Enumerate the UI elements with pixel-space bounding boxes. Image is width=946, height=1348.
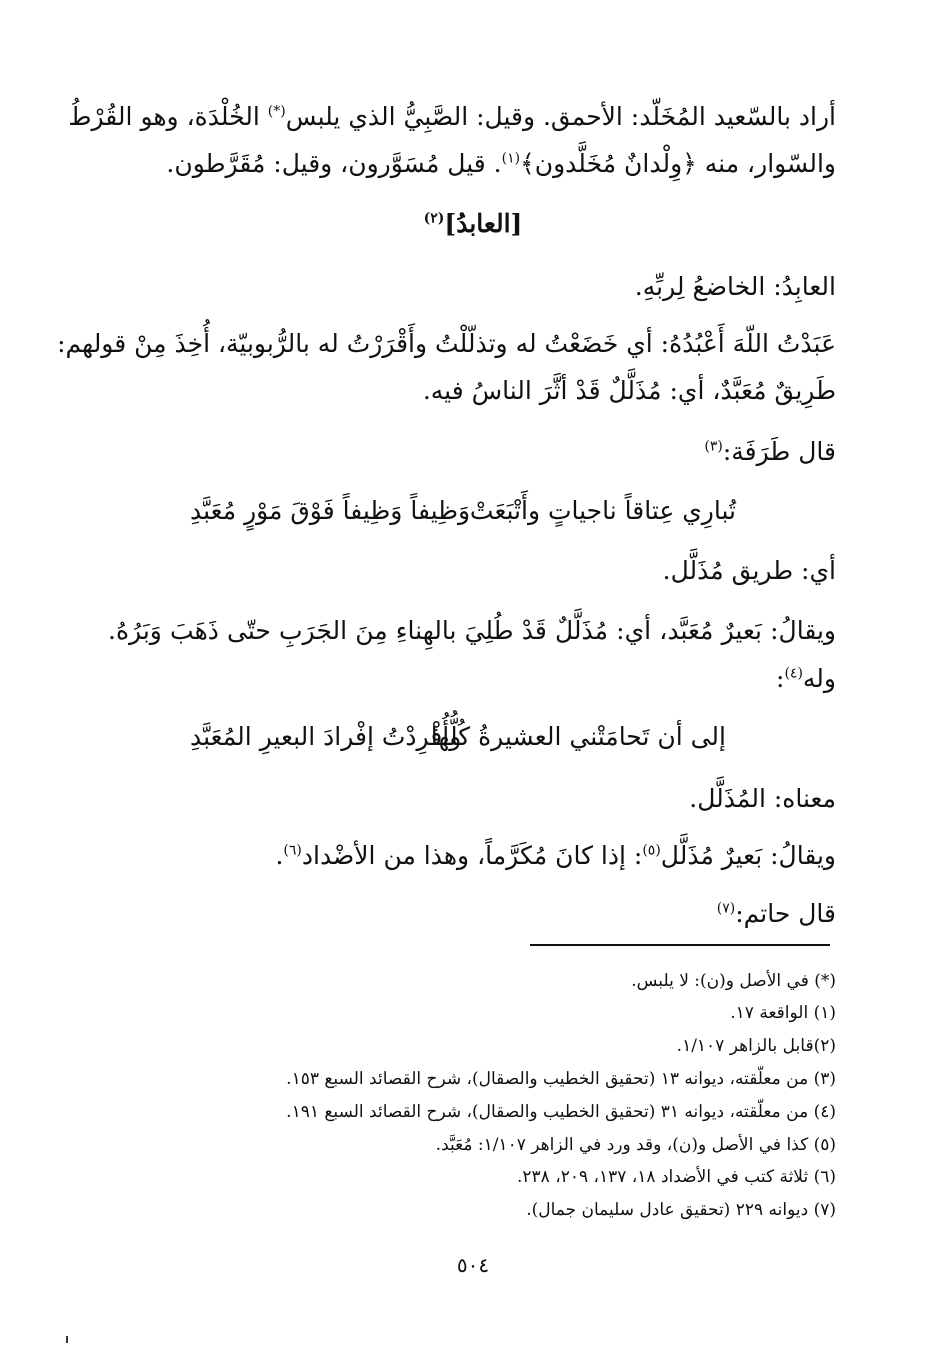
text: . قيل مُسَوَّرون، وقيل: مُقَرَّطون. [166,149,502,178]
body-line-9 [776,660,836,698]
text: أراد بالسّعيد المُخَلّد: الأحمق. وقيل: الصَّبِيُّ الذي يلبس [285,102,836,131]
footnote-7: (٧) ديوانه ٢٢٩ (تحقيق عادل سليمان جمال). [526,1200,836,1220]
footnote-ref-4: (٤) [784,665,803,682]
footnote-6: (٦) ثلاثة كتب في الأضداد ١٨، ١٣٧، ٢٠٩، ٢٣٨. [517,1167,836,1187]
scan-speck [66,1336,68,1343]
footnote-ref-2: (٢) [423,210,445,227]
text: وله [802,664,836,693]
text: والسّوار، منه ﴿وِلْدانٌ مُخَلَّدون﴾ [520,149,836,178]
verse-2-second-hemistich: وأُفْرِدْتُ إفْرادَ البعيرِ المُعَبَّدِ [190,722,462,751]
footnote-ref-5: (٥) [642,842,661,859]
heading-text: [العابدُ] [444,209,523,238]
footnote-ref-3: (٣) [704,438,723,455]
text: : [776,664,785,693]
text: ويقالُ: بَعيرٌ مُذَلَّل [660,841,836,870]
text: عَبَدْتُ اللّهَ أَعْبُدُهُ: أي خَضَعْتُ له وتذلّلْتُ وأَقْرَرْتُ له بالرُّبوبيّة، أُخِذَ مِنْ قولهم: [57,329,836,358]
verse-1-second-hemistich: وَظِيفاً وَظِيفاً فَوْقَ مَوْرٍ مُعَبَّدِ [190,496,471,525]
body-line-3 [635,268,836,306]
footnote-ref-6: (٦) [283,842,302,859]
footnote-ref-1: (١) [501,150,521,167]
section-heading [0,205,946,243]
body-line-10 [689,780,836,818]
body-line-6 [704,433,836,471]
text: الخُلْدَة، وهو القُرْطُ [68,102,268,131]
text: : إذا كانَ مُكَرَّماً، وهذا من الأضْداد [301,841,643,870]
body-line-8 [108,612,836,650]
body-line-1 [68,98,836,136]
footnote-separator [530,944,830,946]
verse-1-first-hemistich: تُبارِي عِتاقاً ناجياتٍ وأَتْبَعَتْ [469,496,736,525]
text: معناه: المُذَلَّل. [689,784,836,813]
footnote-2: (٢)قابل بالزاهر ١/١٠٧. [676,1036,836,1056]
text: قال حاتم: [735,899,836,928]
verse-2-first-hemistich: إلى أن تَحامَتْني العشيرةُ كُلُّها [430,722,726,751]
text: طَرِيقٌ مُعَبَّدٌ، أي: مُذَلَّلٌ قَدْ أثَّرَ الناسُ فيه. [422,376,836,405]
footnote-ref-7: (٧) [716,900,736,917]
footnote-star: (*) في الأصل و(ن): لا يلبس. [631,971,836,991]
footnote-4: (٤) من معلّقته، ديوانه ٣١ (تحقيق الخطيب والصقال)، شرح القصائد السبع ١٩١. [286,1102,836,1122]
text: قال طَرَفَة: [722,437,836,466]
body-line-4 [57,325,836,363]
footnote-1: (١) الواقعة ١٧. [730,1003,836,1023]
text: العابِدُ: الخاضعُ لِربِّهِ. [634,272,836,301]
footnote-ref-star: (*) [267,103,286,120]
text: أي: طريق مُذَلَّل. [662,556,836,585]
body-line-5 [423,372,836,410]
footnote-3: (٣) من معلّقته، ديوانه ١٣ (تحقيق الخطيب والصقال)، شرح القصائد السبع ١٥٣. [286,1069,836,1089]
footnote-5: (٥) كذا في الأصل و(ن)، وقد ورد في الزاهر ١/١٠٧: مُعَبَّد. [435,1135,836,1155]
body-line-11 [275,837,836,875]
body-line-2 [166,145,836,183]
text: ويقالُ: بَعيرٌ مُعَبَّد، أي: مُذَلَّلٌ قَدْ طُلِيَ بالهِناءِ مِنَ الجَرَبِ حتّى ذَهَبَ وَبَرُهُ. [108,616,836,645]
text: . [275,841,284,870]
body-line-12 [717,895,836,933]
page-number: ٥٠٤ [456,1253,490,1277]
body-line-7 [663,552,836,590]
